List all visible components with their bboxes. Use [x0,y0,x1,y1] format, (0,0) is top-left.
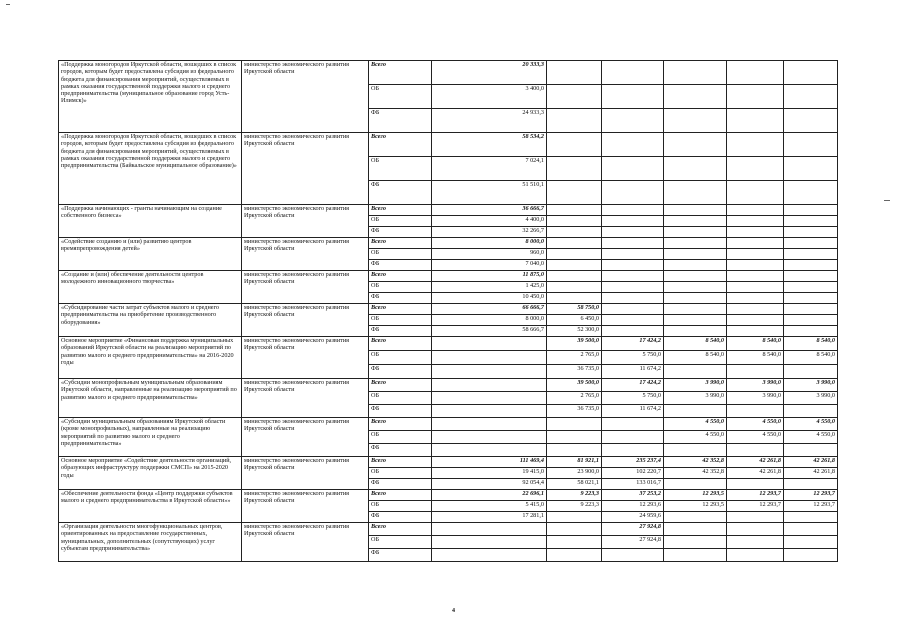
amount-cell [664,238,727,249]
amount-cell [547,249,602,260]
amount-cell [727,512,784,523]
executor-cell: министерство экономического развития Иркутской области [242,523,369,562]
amount-cell [547,227,602,238]
amount-cell: 8 540,0 [727,337,784,351]
amount-cell [727,216,784,227]
funding-source-cell: ФБ [369,109,432,133]
amount-cell [547,282,602,293]
scan-mark [6,4,10,5]
amount-cell: 235 237,4 [602,457,664,468]
amount-cell [602,271,664,282]
executor-cell: министерство экономического развития Иркутской области [242,133,369,205]
amount-cell [664,512,727,523]
funding-source-cell: ОБ [369,392,432,405]
program-name-cell: Основное мероприятие «Содействие деятельности организаций, образующих инфраструктуру поддержки СМСП» на 2015-2020 годы [59,457,242,490]
amount-cell [602,249,664,260]
program-name-cell: «Обеспечение деятельности фонда «Центр поддержки субъектов малого и среднего предпринимательства в Иркутской области»» [59,490,242,523]
amount-cell: 32 266,7 [432,227,547,238]
amount-cell: 3 990,0 [784,379,838,392]
amount-cell: 12 293,7 [784,490,838,501]
amount-cell: 7 024,1 [432,157,547,181]
amount-cell: 4 550,0 [664,431,727,444]
funding-source-cell: ФБ [369,293,432,304]
amount-cell [727,249,784,260]
amount-cell [727,205,784,216]
funding-source-cell: ОБ [369,282,432,293]
funding-source-cell: Всего [369,379,432,392]
executor-cell: министерство экономического развития Иркутской области [242,271,369,304]
amount-cell [547,109,602,133]
program-name-cell: «Поддержка моногородов Иркутской области, вошедших в список городов, которым будет предоставлена субсидия из федерального бюджета для финансирования мероприятий, осуществляемых в рамках оказания государственной поддержки малого и среднего предпринимательства (Байкальское муниципальное образование)» [59,133,242,205]
amount-cell: 11 674,2 [602,405,664,418]
funding-source-cell: Всего [369,133,432,157]
amount-cell [727,444,784,457]
funding-source-cell: Всего [369,337,432,351]
amount-cell [664,85,727,109]
funding-source-cell: ФБ [369,260,432,271]
amount-cell: 81 921,1 [547,457,602,468]
amount-cell [547,444,602,457]
funding-source-cell: ОБ [369,431,432,444]
amount-cell [727,549,784,562]
budget-table [58,60,838,562]
executor-cell: министерство экономического развития Иркутской области [242,490,369,523]
funding-source-cell: Всего [369,205,432,216]
amount-cell [784,61,838,85]
amount-cell: 27 924,8 [602,536,664,549]
funding-source-cell: ОБ [369,157,432,181]
amount-cell [784,133,838,157]
funding-source-cell: ОБ [369,315,432,326]
executor-cell: министерство экономического развития Иркутской области [242,238,369,271]
amount-cell [547,536,602,549]
program-name-cell: «Субсидирование части затрат субъектов малого и среднего предпринимательства на приобретение производственного оборудования» [59,304,242,337]
amount-cell [664,271,727,282]
amount-cell [784,271,838,282]
amount-cell [664,549,727,562]
amount-cell: 4 550,0 [784,418,838,431]
amount-cell [547,260,602,271]
amount-cell [602,227,664,238]
funding-source-cell: Всего [369,523,432,536]
amount-cell [602,157,664,181]
table-row [59,205,838,216]
amount-cell [547,512,602,523]
amount-cell [602,293,664,304]
amount-cell [664,536,727,549]
amount-cell [602,326,664,337]
amount-cell: 5 415,0 [432,501,547,512]
amount-cell [602,109,664,133]
amount-cell [784,238,838,249]
amount-cell [784,85,838,109]
amount-cell: 36 735,0 [547,365,602,379]
amount-cell: 92 054,4 [432,479,547,490]
amount-cell [664,523,727,536]
funding-source-cell: Всего [369,490,432,501]
amount-cell: 2 765,0 [547,392,602,405]
amount-cell [784,536,838,549]
amount-cell [727,61,784,85]
amount-cell [547,216,602,227]
table-row [59,304,838,315]
amount-cell [432,444,547,457]
amount-cell: 133 016,7 [602,479,664,490]
amount-cell [547,549,602,562]
amount-cell [727,181,784,205]
executor-cell: министерство экономического развития Иркутской области [242,205,369,238]
amount-cell [727,405,784,418]
table-row [59,337,838,351]
program-name-cell: «Содействие созданию и (или) развитию центров времяпрепровождения детей» [59,238,242,271]
amount-cell: 52 300,0 [547,326,602,337]
amount-cell [727,260,784,271]
table-row [59,523,838,536]
amount-cell [784,181,838,205]
amount-cell: 42 261,8 [727,457,784,468]
amount-cell [432,405,547,418]
amount-cell [547,61,602,85]
executor-cell: министерство экономического развития Иркутской области [242,337,369,379]
amount-cell [432,392,547,405]
amount-cell: 24 933,3 [432,109,547,133]
amount-cell [784,304,838,315]
amount-cell [784,216,838,227]
amount-cell [602,238,664,249]
amount-cell [547,133,602,157]
amount-cell [664,249,727,260]
table-row [59,271,838,282]
amount-cell [727,304,784,315]
amount-cell [784,293,838,304]
program-name-cell: «Субсидии монопрофильным муниципальным образованиям Иркутской области, направленные на реализацию мероприятий по развитию малого и среднего предпринимательства» [59,379,242,418]
amount-cell: 12 293,6 [602,501,664,512]
amount-cell [784,109,838,133]
amount-cell [547,157,602,181]
amount-cell: 12 293,5 [664,501,727,512]
amount-cell: 8 540,0 [727,351,784,365]
amount-cell: 42 261,8 [784,457,838,468]
funding-source-cell: Всего [369,238,432,249]
amount-cell [784,205,838,216]
table-row [59,457,838,468]
amount-cell [432,536,547,549]
amount-cell [664,61,727,85]
funding-source-cell: Всего [369,271,432,282]
amount-cell [664,133,727,157]
amount-cell: 58 534,2 [432,133,547,157]
table-row [59,379,838,392]
program-name-cell: «Поддержка моногородов Иркутской области, вошедших в список городов, которым будет предоставлена субсидия из федерального бюджета для финансирования мероприятий, осуществляемых в рамках оказания государственной поддержки малого и среднего предпринимательства (муниципальное образование город Усть-Илимск)» [59,61,242,133]
amount-cell [602,431,664,444]
amount-cell [784,512,838,523]
amount-cell [727,282,784,293]
amount-cell: 42 261,8 [784,468,838,479]
table-row [59,133,838,157]
amount-cell [547,418,602,431]
executor-cell: министерство экономического развития Иркутской области [242,61,369,133]
funding-source-cell: ФБ [369,512,432,523]
amount-cell: 66 666,7 [432,304,547,315]
amount-cell: 3 990,0 [664,379,727,392]
amount-cell [602,181,664,205]
amount-cell [547,523,602,536]
funding-source-cell: ФБ [369,549,432,562]
amount-cell [602,304,664,315]
amount-cell [547,238,602,249]
amount-cell: 17 281,1 [432,512,547,523]
funding-source-cell: ФБ [369,479,432,490]
amount-cell: 19 415,0 [432,468,547,479]
amount-cell [664,227,727,238]
amount-cell: 58 021,1 [547,479,602,490]
amount-cell [664,157,727,181]
funding-source-cell: ОБ [369,249,432,260]
amount-cell [602,205,664,216]
amount-cell: 10 450,0 [432,293,547,304]
amount-cell: 17 424,2 [602,379,664,392]
amount-cell: 12 293,7 [727,490,784,501]
amount-cell [727,479,784,490]
table-row [59,418,838,431]
amount-cell: 111 469,4 [432,457,547,468]
amount-cell [547,85,602,109]
amount-cell: 8 000,0 [432,315,547,326]
amount-cell [784,282,838,293]
executor-cell: министерство экономического развития Иркутской области [242,418,369,457]
amount-cell [784,365,838,379]
amount-cell: 39 500,0 [547,379,602,392]
amount-cell: 3 990,0 [664,392,727,405]
amount-cell: 42 261,8 [727,468,784,479]
amount-cell: 17 424,2 [602,337,664,351]
amount-cell: 4 550,0 [664,418,727,431]
program-name-cell: «Субсидии муниципальным образованиям Иркутской области (кроме монопрофильных), направленные на реализацию мероприятий по развитию малого и среднего предпринимательства» [59,418,242,457]
amount-cell: 8 540,0 [664,337,727,351]
amount-cell: 102 220,7 [602,468,664,479]
program-name-cell: «Создание и (или) обеспечение деятельности центров молодежного инновационного творчества» [59,271,242,304]
amount-cell: 3 400,0 [432,85,547,109]
amount-cell: 8 540,0 [784,351,838,365]
amount-cell [664,181,727,205]
funding-source-cell: ФБ [369,227,432,238]
amount-cell [727,227,784,238]
amount-cell [602,418,664,431]
amount-cell [432,351,547,365]
amount-cell [432,431,547,444]
amount-cell: 3 990,0 [727,379,784,392]
amount-cell [664,109,727,133]
amount-cell [547,205,602,216]
amount-cell [727,238,784,249]
amount-cell [602,216,664,227]
table-row [59,61,838,85]
amount-cell [727,157,784,181]
amount-cell: 9 223,3 [547,501,602,512]
table-row [59,490,838,501]
scan-mark [884,200,890,201]
amount-cell: 5 750,0 [602,351,664,365]
amount-cell: 39 500,0 [547,337,602,351]
amount-cell: 58 666,7 [432,326,547,337]
amount-cell [664,293,727,304]
amount-cell [784,549,838,562]
amount-cell: 9 223,3 [547,490,602,501]
amount-cell: 8 000,0 [432,238,547,249]
page-number: 4 [452,608,455,614]
amount-cell [784,227,838,238]
amount-cell [602,315,664,326]
program-name-cell: «Поддержка начинающих - гранты начинающим на создание собственного бизнеса» [59,205,242,238]
amount-cell [602,260,664,271]
amount-cell [664,479,727,490]
amount-cell [784,405,838,418]
amount-cell [602,85,664,109]
funding-source-cell: Всего [369,61,432,85]
funding-source-cell: Всего [369,418,432,431]
amount-cell [784,444,838,457]
amount-cell [602,549,664,562]
funding-source-cell: ФБ [369,405,432,418]
amount-cell: 4 400,0 [432,216,547,227]
amount-cell: 37 253,2 [602,490,664,501]
amount-cell [727,271,784,282]
amount-cell [727,133,784,157]
amount-cell [727,523,784,536]
funding-source-cell: ФБ [369,326,432,337]
amount-cell [664,282,727,293]
amount-cell [602,61,664,85]
funding-source-cell: Всего [369,304,432,315]
executor-cell: министерство экономического развития Иркутской области [242,304,369,337]
amount-cell [547,293,602,304]
amount-cell: 12 293,7 [727,501,784,512]
amount-cell [432,337,547,351]
amount-cell [784,249,838,260]
amount-cell: 22 696,1 [432,490,547,501]
amount-cell: 36 666,7 [432,205,547,216]
amount-cell [432,365,547,379]
amount-cell: 3 990,0 [784,392,838,405]
amount-cell [432,379,547,392]
amount-cell: 42 352,8 [664,457,727,468]
amount-cell: 7 040,0 [432,260,547,271]
amount-cell [547,271,602,282]
amount-cell: 12 293,5 [664,490,727,501]
amount-cell: 5 750,0 [602,392,664,405]
amount-cell [727,293,784,304]
amount-cell [602,133,664,157]
amount-cell [784,157,838,181]
amount-cell [664,304,727,315]
amount-cell: 4 550,0 [727,418,784,431]
amount-cell [784,479,838,490]
amount-cell [432,549,547,562]
amount-cell [664,260,727,271]
amount-cell: 36 735,0 [547,405,602,418]
executor-cell: министерство экономического развития Иркутской области [242,457,369,490]
amount-cell: 51 510,1 [432,181,547,205]
funding-source-cell: ОБ [369,351,432,365]
amount-cell: 12 293,7 [784,501,838,512]
amount-cell [727,85,784,109]
amount-cell: 23 900,0 [547,468,602,479]
funding-source-cell: ОБ [369,85,432,109]
amount-cell: 8 540,0 [664,351,727,365]
amount-cell [664,315,727,326]
amount-cell: 6 450,0 [547,315,602,326]
funding-source-cell: ОБ [369,536,432,549]
amount-cell: 11 875,0 [432,271,547,282]
amount-cell: 3 990,0 [727,392,784,405]
amount-cell: 42 352,8 [664,468,727,479]
amount-cell [727,109,784,133]
amount-cell [784,315,838,326]
amount-cell [784,523,838,536]
executor-cell: министерство экономического развития Иркутской области [242,379,369,418]
funding-source-cell: ФБ [369,444,432,457]
program-name-cell: «Организация деятельности многофункциональных центров, ориентированных на предоставление государственных, муниципальных, дополнительных (сопутствующих) услуг субъектам предпринимательства» [59,523,242,562]
amount-cell [784,326,838,337]
amount-cell: 24 959,6 [602,512,664,523]
amount-cell [784,260,838,271]
amount-cell: 1 425,0 [432,282,547,293]
amount-cell [664,444,727,457]
funding-source-cell: ОБ [369,468,432,479]
budget-table-body [59,61,838,562]
amount-cell [727,365,784,379]
amount-cell [727,315,784,326]
amount-cell [664,326,727,337]
amount-cell: 20 333,3 [432,61,547,85]
amount-cell: 4 550,0 [784,431,838,444]
amount-cell [727,326,784,337]
funding-source-cell: ФБ [369,365,432,379]
amount-cell [432,418,547,431]
amount-cell [664,365,727,379]
table-row [59,238,838,249]
amount-cell [602,444,664,457]
funding-source-cell: ОБ [369,501,432,512]
amount-cell [664,205,727,216]
amount-cell: 11 674,2 [602,365,664,379]
amount-cell: 27 924,8 [602,523,664,536]
funding-source-cell: Всего [369,457,432,468]
amount-cell: 8 540,0 [784,337,838,351]
amount-cell: 2 765,0 [547,351,602,365]
amount-cell [602,282,664,293]
funding-source-cell: ФБ [369,181,432,205]
amount-cell: 58 750,0 [547,304,602,315]
amount-cell [664,405,727,418]
program-name-cell: Основное мероприятие «Финансовая поддержка муниципальных образований Иркутской области на реализацию мероприятий по развитию малого и среднего предпринимательства» на 2016-2020 годы [59,337,242,379]
funding-source-cell: ОБ [369,216,432,227]
amount-cell [727,536,784,549]
amount-cell [664,216,727,227]
amount-cell: 960,0 [432,249,547,260]
amount-cell [547,181,602,205]
amount-cell: 4 550,0 [727,431,784,444]
amount-cell [547,431,602,444]
amount-cell [432,523,547,536]
